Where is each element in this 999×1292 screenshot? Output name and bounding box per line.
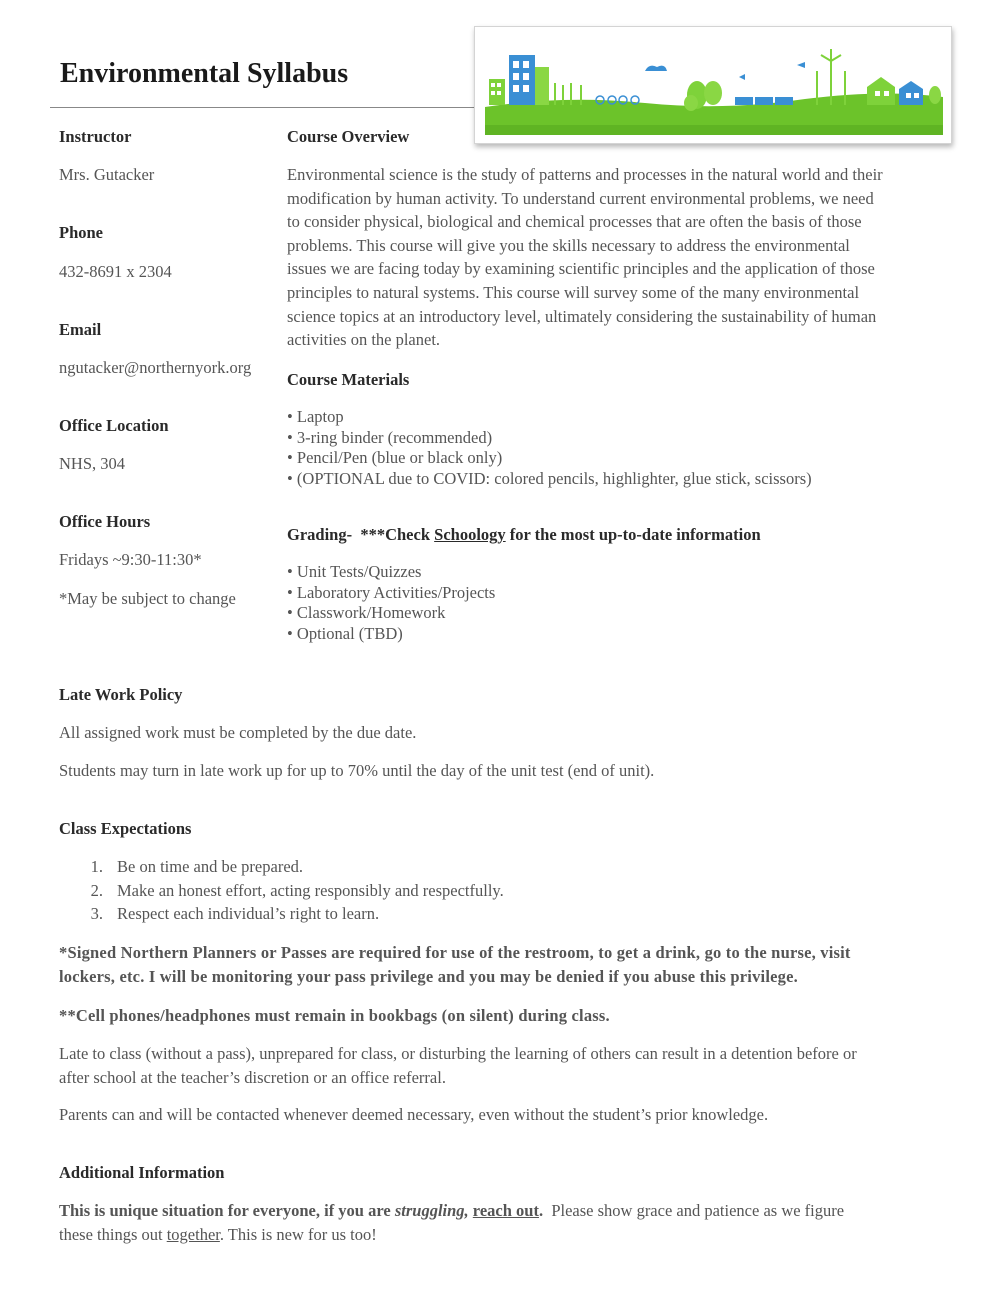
- additional-info-rest-2-suffix: . This is new for us too!: [219, 1224, 377, 1244]
- overview-line: Environmental science is the study of patterns and processes in the natural world and their: [287, 165, 883, 184]
- list-item: • (OPTIONAL due to COVID: colored pencils, highlighter, glue stick, scissors): [287, 469, 812, 490]
- course-materials-heading: Course Materials: [287, 370, 410, 389]
- additional-info-heading: Additional Information: [59, 1163, 225, 1182]
- schoology-link[interactable]: Schoology: [434, 525, 506, 544]
- list-item: • Unit Tests/Quizzes: [287, 562, 495, 583]
- grading-heading-prefix: Grading- ***Check: [287, 525, 435, 544]
- reach-out-underlined: reach out: [472, 1201, 539, 1220]
- overview-line: activities on the planet.: [287, 330, 441, 350]
- class-expectations-heading: Class Expectations: [59, 819, 192, 838]
- late-work-heading: Late Work Policy: [59, 685, 183, 704]
- list-item: [75, 902, 504, 926]
- additional-info-paragraph: [59, 1199, 959, 1246]
- grading-heading: [287, 525, 761, 545]
- course-overview-text: [287, 163, 947, 352]
- list-number: 1.: [90, 857, 103, 876]
- list-number: 2.: [90, 880, 103, 900]
- overview-line: issues we are facing today by examining scientific principles and the application of those: [287, 259, 875, 279]
- instructor-name: Mrs. Gutacker: [59, 165, 155, 184]
- overview-line: science topics at an introductory level, ultimately considering the sustainability of human: [287, 306, 877, 326]
- list-item: • Laboratory Activities/Projects: [287, 583, 495, 604]
- list-item: • Pencil/Pen (blue or black only): [287, 448, 812, 469]
- grading-heading-suffix: for the most up-to-date information: [505, 525, 761, 544]
- overview-line: to consider physical, biological and chemical processes that are often the basis of those: [287, 212, 862, 232]
- phone-value: 432-8691 x 2304: [59, 262, 172, 281]
- overview-line: problems. This course will give you the skills necessary to address the environmental: [287, 235, 850, 255]
- additional-info-rest-1: Please show grace and patience as we figure: [543, 1201, 845, 1220]
- pass-policy-line: lockers, etc. I will be monitoring your pass privilege and you may be denied if you abuse this privilege.: [59, 967, 798, 986]
- list-item: • Laptop: [287, 407, 812, 428]
- grading-list: [287, 562, 495, 644]
- late-work-line-1: All assigned work must be completed by the due date.: [59, 723, 417, 742]
- expectations-list: [75, 855, 504, 926]
- list-item: • 3-ring binder (recommended): [287, 428, 812, 449]
- list-item: • Optional (TBD): [287, 624, 495, 645]
- overview-line: modification by human activity. To understand current environmental problems, we need: [287, 188, 874, 208]
- list-item: [75, 879, 504, 903]
- office-hours-note: *May be subject to change: [59, 589, 236, 608]
- course-materials-list: [287, 407, 812, 489]
- list-number: 3.: [90, 904, 103, 923]
- list-text: Be on time and be prepared.: [117, 857, 304, 876]
- reach-out-phrase: [473, 1201, 539, 1220]
- additional-info-line-1: [59, 1199, 959, 1223]
- list-item: • Classwork/Homework: [287, 603, 495, 624]
- list-text: Make an honest effort, acting responsibly and respectfully.: [117, 880, 504, 900]
- pass-policy-line: *Signed Northern Planners or Passes are required for use of the restroom, to get a drink, go to the nurse, visit: [59, 943, 851, 962]
- additional-info-bold: This is unique situation for everyone, if you are: [59, 1201, 395, 1220]
- course-overview-heading: Course Overview: [287, 127, 410, 146]
- struggling-word: struggling,: [394, 1201, 469, 1220]
- discipline-paragraph: [59, 1042, 959, 1089]
- green-city-illustration: [485, 37, 943, 135]
- email-label: Email: [59, 320, 102, 339]
- overview-line: principles to natural systems. This course will survey some of the many environmental: [287, 282, 860, 302]
- list-item: [75, 855, 504, 879]
- late-work-line-2: Students may turn in late work up for up to 70% until the day of the unit test (end of unit).: [59, 761, 655, 780]
- list-text: Respect each individual’s right to learn.: [117, 904, 380, 923]
- eco-banner-image: [474, 26, 952, 144]
- parent-contact-paragraph: Parents can and will be contacted whenever deemed necessary, even without the student’s prior knowledge.: [59, 1105, 769, 1124]
- additional-info-rest-2-prefix: these things out: [59, 1224, 167, 1244]
- title-divider: [50, 107, 475, 108]
- office-hours-label: Office Hours: [59, 512, 151, 531]
- discipline-line: after school at the teacher’s discretion or an office referral.: [59, 1067, 446, 1087]
- instructor-label: Instructor: [59, 127, 132, 146]
- together-word: together: [166, 1224, 220, 1244]
- pass-policy-note: [59, 941, 959, 989]
- email-link[interactable]: ngutacker@northernyork.org: [59, 358, 252, 377]
- reach-out-period: .: [538, 1201, 544, 1220]
- discipline-line: Late to class (without a pass), unprepared for class, or disturbing the learning of others can result in a detention before or: [59, 1044, 857, 1063]
- additional-info-italic: [395, 1201, 469, 1220]
- cell-phone-note: **Cell phones/headphones must remain in bookbags (on silent) during class.: [59, 1006, 610, 1025]
- office-location-label: Office Location: [59, 416, 169, 435]
- additional-info-line-2: [59, 1223, 959, 1247]
- office-hours-value: Fridays ~9:30-11:30*: [59, 550, 202, 569]
- page-title: Environmental Syllabus: [60, 58, 349, 89]
- office-location-value: NHS, 304: [59, 454, 126, 473]
- phone-label: Phone: [59, 223, 104, 242]
